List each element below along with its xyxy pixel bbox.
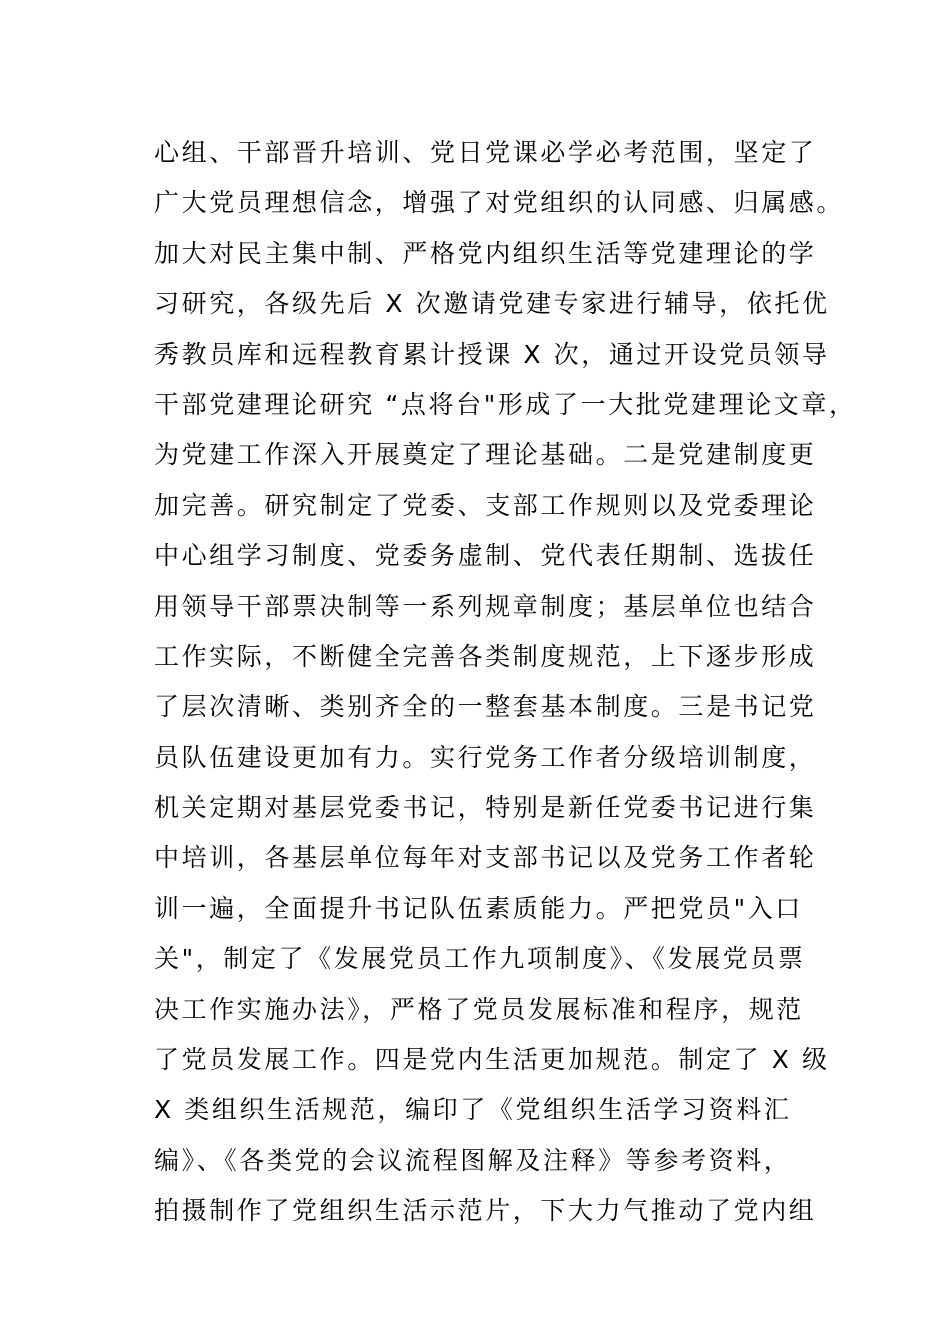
text-line: 心组、干部晋升培训、党日党课必学必考范围，坚定了 xyxy=(154,138,817,167)
text-line: 用领导干部票决制等一系列规章制度；基层单位也结合 xyxy=(154,591,817,621)
text-line: 拍摄制作了党组织生活示范片，下大力气推动了党内组 xyxy=(154,1196,817,1226)
text-line: 广大党员理想信念，增强了对党组织的认同感、归属感。 xyxy=(154,188,845,218)
text-line: 为党建工作深入开展奠定了理论基础。二是党建制度更 xyxy=(154,440,817,470)
text-line: 训一遍，全面提升书记队伍素质能力。严把党员"入口 xyxy=(154,893,803,923)
text-line: 加大对民主集中制、严格党内组织生活等党建理论的学 xyxy=(154,238,817,268)
text-line: 机关定期对基层党委书记，特别是新任党委书记进行集 xyxy=(154,793,817,823)
text-line: 工作实际，不断健全完善各类制度规范，上下逐步形成 xyxy=(154,641,817,671)
text-line: 中培训，各基层单位每年对支部书记以及党务工作者轮 xyxy=(154,843,817,873)
text-line: 关"，制定了《发展党员工作九项制度》、《发展党员票 xyxy=(154,944,806,974)
text-line: 加完善。研究制定了党委、支部工作规则以及党委理论 xyxy=(154,490,817,520)
text-line: 员队伍建设更加有力。实行党务工作者分级培训制度， xyxy=(154,742,817,772)
text-line: X 类组织生活规范，编印了《党组织生活学习资料汇 xyxy=(154,1095,792,1125)
body-text xyxy=(154,128,857,1237)
text-line: 了层次清晰、类别齐全的一整套基本制度。三是书记党 xyxy=(154,692,817,722)
text-line: 干部党建理论研究 “点将台"形成了一大批党建理论文章， xyxy=(154,389,857,419)
text-line: 决工作实施办法》，严格了党员发展标准和程序，规范 xyxy=(154,994,804,1024)
text-line: 编》、《各类党的会议流程图解及注释》等参考资料， xyxy=(154,1145,792,1175)
text-line: 秀教员库和远程教育累计授课 X 次，通过开设党员领导 xyxy=(154,339,830,369)
text-line: 了党员发展工作。四是党内生活更加规范。制定了 X 级 xyxy=(154,1045,830,1075)
text-line: 中心组学习制度、党委务虚制、党代表任期制、选拔任 xyxy=(154,541,817,571)
text-line: 习研究，各级先后 X 次邀请党建专家进行辅导，依托优 xyxy=(154,289,830,319)
